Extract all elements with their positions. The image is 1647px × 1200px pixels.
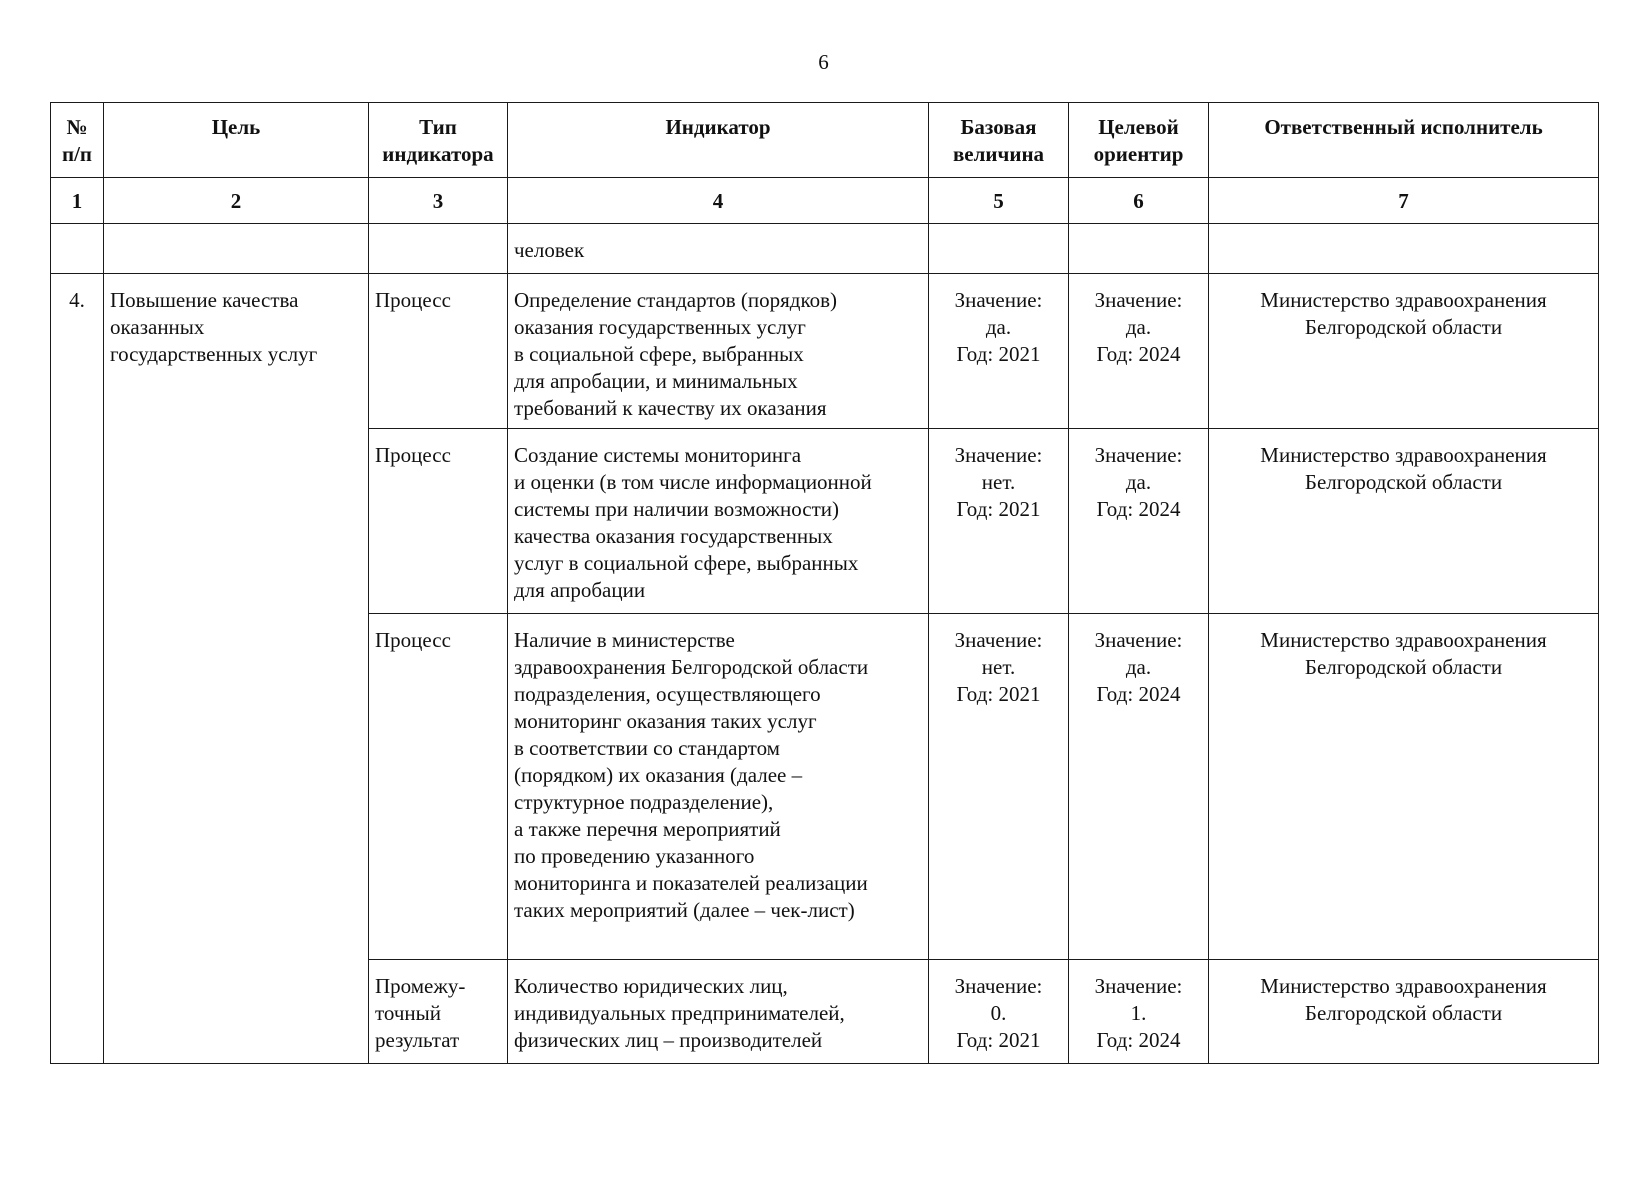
page-number: 6 xyxy=(818,50,829,74)
responsible-cell: Министерство здравоохранения Белгородской области xyxy=(1209,274,1599,429)
base-value-cell: Значение: 0. Год: 2021 xyxy=(929,960,1069,1064)
responsible-cell: Министерство здравоохранения Белгородской области xyxy=(1209,429,1599,614)
table-row xyxy=(51,274,1599,429)
header-indicator-type: Тип индикатора xyxy=(369,103,508,178)
empty-cell xyxy=(929,224,1069,274)
responsible-cell: Министерство здравоохранения Белгородской области xyxy=(1209,960,1599,1064)
empty-cell xyxy=(104,224,369,274)
header-indicator: Индикатор xyxy=(508,103,929,178)
column-number: 2 xyxy=(104,178,369,224)
responsible-cell: Министерство здравоохранения Белгородской области xyxy=(1209,614,1599,960)
column-number: 1 xyxy=(51,178,104,224)
base-value-cell: Значение: да. Год: 2021 xyxy=(929,274,1069,429)
target-cell: Значение: да. Год: 2024 xyxy=(1069,614,1209,960)
item-number-cell: 4. xyxy=(51,274,104,1064)
header-base-value: Базовая величина xyxy=(929,103,1069,178)
base-value-cell: Значение: нет. Год: 2021 xyxy=(929,429,1069,614)
empty-cell xyxy=(369,224,508,274)
column-numbers-row xyxy=(51,178,1599,224)
indicator-type-cell: Процесс xyxy=(369,614,508,960)
indicators-table xyxy=(50,102,1599,1064)
indicator-type-cell: Процесс xyxy=(369,274,508,429)
target-cell: Значение: да. Год: 2024 xyxy=(1069,274,1209,429)
continuation-row xyxy=(51,224,1599,274)
header-row xyxy=(51,103,1599,178)
base-value-cell: Значение: нет. Год: 2021 xyxy=(929,614,1069,960)
column-number: 5 xyxy=(929,178,1069,224)
empty-cell xyxy=(1069,224,1209,274)
column-number: 3 xyxy=(369,178,508,224)
column-number: 6 xyxy=(1069,178,1209,224)
indicator-type-cell: Промежу- точный результат xyxy=(369,960,508,1064)
target-cell: Значение: да. Год: 2024 xyxy=(1069,429,1209,614)
indicator-cell: человек xyxy=(508,224,929,274)
target-cell: Значение: 1. Год: 2024 xyxy=(1069,960,1209,1064)
header-goal: Цель xyxy=(104,103,369,178)
header-responsible: Ответственный исполнитель xyxy=(1209,103,1599,178)
indicator-cell: Создание системы мониторинга и оценки (в том числе информационной системы при наличии возможности) качества оказания государственных услуг в социальной сфере, выбранных для апробации xyxy=(508,429,929,614)
column-number: 4 xyxy=(508,178,929,224)
empty-cell xyxy=(1209,224,1599,274)
header-target: Целевой ориентир xyxy=(1069,103,1209,178)
goal-cell: Повышение качества оказанных государственных услуг xyxy=(104,274,369,1064)
indicator-cell: Количество юридических лиц, индивидуальных предпринимателей, физических лиц – производителей xyxy=(508,960,929,1064)
indicator-cell: Наличие в министерстве здравоохранения Белгородской области подразделения, осуществляющего мониторинг оказания таких услуг в соответствии со стандартом (порядком) их оказания (далее – структурное подразделение), а также перечня мероприятий по проведению указанного мониторинга и показателей реализации таких мероприятий (далее – чек-лист) xyxy=(508,614,929,960)
column-number: 7 xyxy=(1209,178,1599,224)
empty-cell xyxy=(51,224,104,274)
indicator-cell: Определение стандартов (порядков) оказания государственных услуг в социальной сфере, выбранных для апробации, и минимальных требований к качеству их оказания xyxy=(508,274,929,429)
header-number: № п/п xyxy=(51,103,104,178)
indicator-type-cell: Процесс xyxy=(369,429,508,614)
